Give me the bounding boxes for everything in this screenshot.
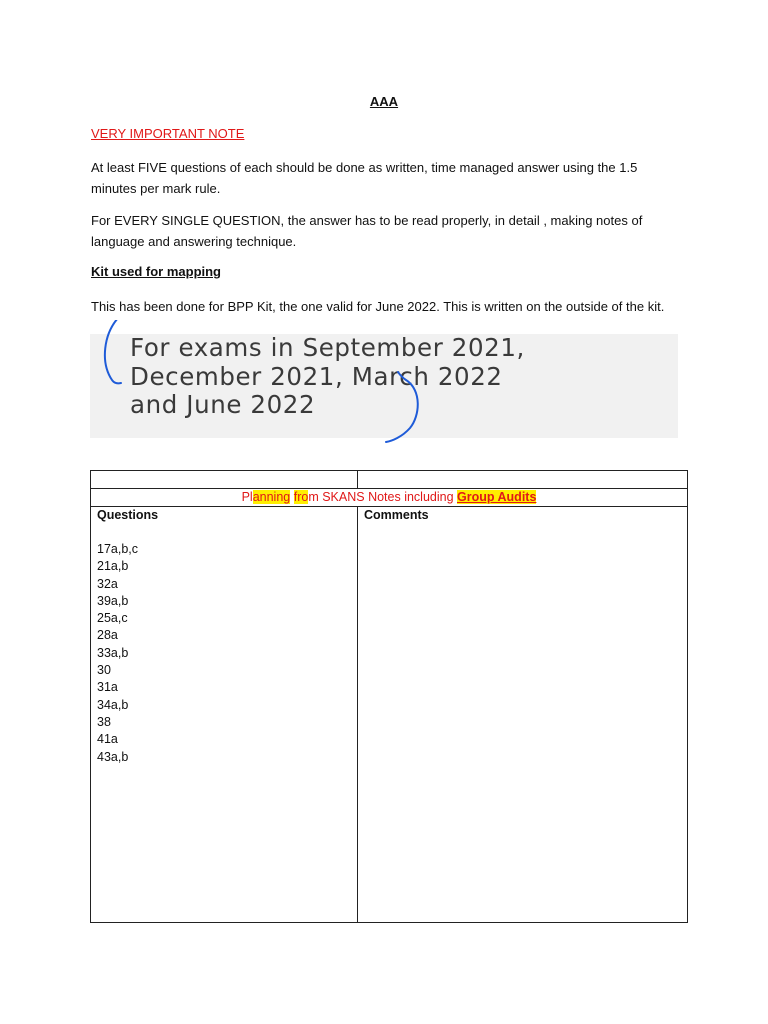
question-item: 33a,b xyxy=(97,645,129,660)
questions-header: Questions xyxy=(97,508,159,522)
comments-header: Comments xyxy=(364,508,429,522)
kit-cover-line: December 2021, March 2022 xyxy=(130,361,503,391)
table-row-planning xyxy=(91,489,688,507)
question-item: 31a xyxy=(97,680,118,695)
question-item: 41a xyxy=(97,732,118,747)
question-item: 21a,b xyxy=(97,559,129,574)
kit-heading: Kit used for mapping xyxy=(91,264,221,279)
planning-table xyxy=(90,470,688,923)
important-note-heading: VERY IMPORTANT NOTE xyxy=(91,126,245,141)
question-item: 43a,b xyxy=(97,749,129,764)
questions-list xyxy=(97,541,351,766)
kit-cover-line: and June 2022 xyxy=(130,390,316,419)
planning-title-part: Pl xyxy=(241,490,253,504)
question-item: 25a,c xyxy=(97,611,128,626)
planning-title-group-audits: Group Audits xyxy=(457,490,537,504)
planning-title-highlight: anning xyxy=(252,490,291,504)
table-row-empty xyxy=(91,471,688,489)
planning-title-highlight: fro xyxy=(293,490,309,504)
table-row-body xyxy=(91,507,688,923)
questions-cell xyxy=(91,507,358,923)
question-item: 38 xyxy=(97,714,111,729)
planning-title-cell xyxy=(91,489,688,507)
paragraph-kit: This has been done for BPP Kit, the one valid for June 2022. This is written on the outside of the kit. xyxy=(91,299,665,314)
paragraph-every-question: For EVERY SINGLE QUESTION, the answer has to be read properly, in detail , making notes of language and answering technique. xyxy=(91,213,643,249)
question-item: 32a xyxy=(97,576,118,591)
question-item: 17a,b,c xyxy=(97,542,139,556)
planning-title-part: m SKANS Notes including xyxy=(308,490,458,504)
handwritten-annotation-icon xyxy=(90,320,680,444)
paragraph-five-questions: At least FIVE questions of each should be done as written, time managed answer using the 1.5 minutes per mark rule. xyxy=(91,160,638,196)
document-title: AAA xyxy=(369,94,399,109)
kit-cover-line: For exams in September 2021, xyxy=(130,333,525,362)
question-item: 34a,b xyxy=(97,697,129,712)
question-item: 28a xyxy=(97,628,118,643)
empty-cell xyxy=(91,471,358,489)
planning-title xyxy=(242,490,537,504)
empty-cell xyxy=(358,471,688,489)
comments-cell xyxy=(358,507,688,923)
question-item: 39a,b xyxy=(97,593,129,608)
question-item: 30 xyxy=(97,663,111,678)
kit-cover-image xyxy=(90,320,680,444)
